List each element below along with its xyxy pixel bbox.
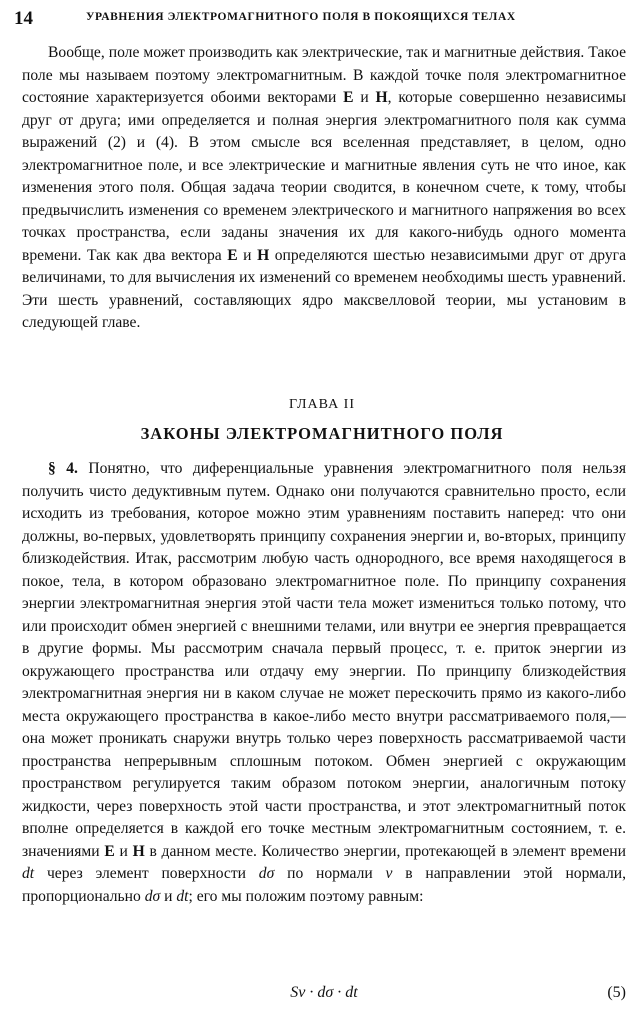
vector-e: E bbox=[227, 246, 238, 264]
text-run: в данном месте. Количество энергии, протекающей в элемент времени bbox=[144, 842, 626, 860]
equation-formula: Sν · dσ · dt bbox=[290, 984, 358, 1001]
text-run: и bbox=[353, 89, 376, 106]
math-dt: dt bbox=[176, 887, 189, 905]
paragraph-intro bbox=[22, 42, 626, 380]
text-run: и bbox=[114, 842, 133, 860]
math-dsigma: dσ bbox=[258, 865, 275, 882]
math-dsigma: dσ bbox=[144, 887, 161, 905]
text-run: по нормали bbox=[274, 865, 386, 882]
paragraph-section-4 bbox=[22, 458, 626, 976]
text-run: и bbox=[237, 246, 258, 264]
running-head bbox=[14, 6, 630, 30]
running-title: УРАВНЕНИЯ ЭЛЕКТРОМАГНИТНОГО ПОЛЯ В ПОКОЯЩИХСЯ ТЕЛАХ bbox=[86, 11, 516, 23]
chapter-label: ГЛАВА II bbox=[288, 397, 356, 412]
section-number: § 4. bbox=[48, 460, 78, 477]
text-run: определяются шестью независимыми друг от друга величинами, то для вычисления их изменений со временем необходимы шесть уравнений. Эти шесть уравнений, составляющих ядро максвелловой теории, мы установим в следующей главе. bbox=[22, 246, 626, 331]
page-number: 14 bbox=[14, 8, 33, 29]
text-run: , которые совершенно независимы друг от друга; ими определяется и полная энергия электромагнитного поля как сумма выражений (2) и (4). В этом смысле вся вселенная представляет, в целом, одно электромагнитное поле, и все электрические и магнитные явления суть не что иное, как изменения этого поля. Общая задача теории сводится, в конечном счете, к тому, чтобы предвычислить изменения со временем электрического и магнитного напряжения во всех точках пространства, если заданы значения их для какого-нибудь одного момента времени. Так как два вектора bbox=[22, 89, 626, 264]
vector-e: E bbox=[104, 842, 115, 860]
text-run: Понятно, что диференциальные уравнения электромагнитного поля нельзя получить чисто дедуктивным путем. Однако они получаются сравнительно просто, если исходить из требования, которое можно этим уравнениям поставить наперед: что они должны, во-первых, удовлетворять принципу сохранения энергии и, во-вторых, принципу близкодействия. Итак, рассмотрим любую часть однородного, все время находящегося в покое, тела, в котором образовано электромагнитное поле. По принципу сохранения энергии электромагнитная энергия этой части тела может измениться только потому, что или происходит обмен энергией с внешними телами, или внутри ее энергия превращается в другие формы. Мы рассмотрим сначала первый процесс, т. е. приток энергии из окружающего пространства или отдачу ему энергии. По принципу близкодействия электромагнитная энергия ни в каком случае не может перескочить прямо из какого-либо места окружающего пространства в какое-либо место внутри рассматриваемого поля,—она может проникать снаружи внутрь только через поверхность рассматриваемой части пространства непрерывным сплошным потоком. Обмен энергией с окружающим пространством регулируется таким образом потоком энергии, аналогичным потоку жидкости, через поверхность этой части пространства, и этот электромагнитный поток вполне определяется в каждой его точке местным электромагнитным состоянием, т. е. значениями bbox=[22, 460, 626, 860]
text-run: и bbox=[160, 887, 177, 905]
equation-number: (5) bbox=[607, 984, 626, 1001]
text-run: в направлении этой нормали, пропорционально bbox=[22, 865, 626, 905]
equation-line bbox=[22, 984, 626, 1010]
math-nu: ν bbox=[385, 865, 393, 882]
vector-h: H bbox=[257, 246, 270, 264]
vector-e: E bbox=[343, 89, 354, 106]
math-dt: dt bbox=[22, 865, 35, 882]
text-run: Вообще, поле может производить как электрические, так и магнитные действия. Такое поле мы называем поэтому электромагнитным. В каждой точке поля электромагнитное состояние характеризуется обоими векторами bbox=[22, 44, 626, 106]
text-run: через элемент поверхности bbox=[34, 865, 259, 882]
vector-h: H bbox=[375, 89, 388, 106]
chapter-title: ЗАКОНЫ ЭЛЕКТРОМАГНИТНОГО ПОЛЯ bbox=[140, 424, 504, 443]
vector-h: H bbox=[132, 842, 145, 860]
text-run: ; его мы положим поэтому равным: bbox=[188, 887, 424, 905]
